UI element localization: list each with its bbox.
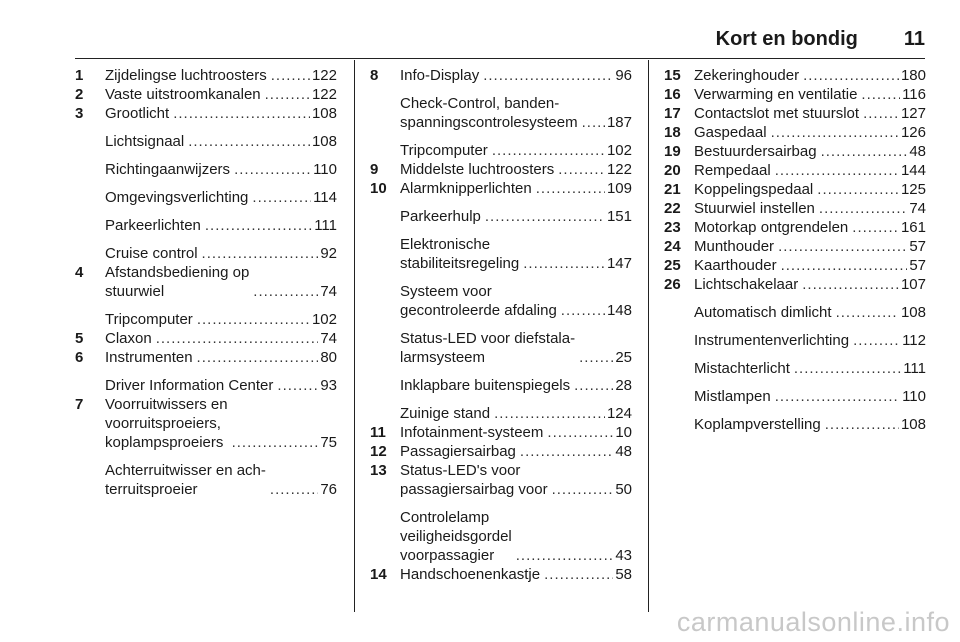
item-label: Claxon	[105, 330, 152, 347]
item-label: Mistachterlicht	[694, 360, 790, 377]
item-label: Automatisch dimlicht	[694, 304, 832, 321]
item-label: Koppelingspedaal	[694, 181, 814, 198]
item-label: Info-Display	[400, 67, 480, 84]
index-entry	[370, 141, 632, 160]
index-entry	[75, 216, 337, 235]
index-entry	[75, 160, 337, 179]
page-header	[75, 28, 925, 56]
page-reference: 144	[900, 162, 926, 179]
index-entry	[664, 66, 926, 85]
item-label: Grootlicht	[105, 105, 170, 122]
leader-dots	[520, 442, 613, 461]
page-reference: 161	[900, 219, 926, 236]
item-label: Vaste uitstroomkanalen	[105, 86, 261, 103]
page-reference: 114	[313, 189, 337, 206]
item-number: 2	[75, 86, 84, 103]
page-reference: 187	[606, 114, 632, 131]
leader-dots	[574, 376, 613, 395]
leader-dots	[234, 160, 311, 179]
item-number: 11	[370, 424, 386, 441]
leader-dots	[771, 123, 899, 142]
index-entry	[370, 404, 632, 423]
item-label: Voorruitwissers en voorruitsproeiers, koplampsproeiers	[105, 396, 228, 451]
index-entry	[75, 85, 337, 104]
page-reference: 10	[615, 424, 632, 441]
column-divider	[354, 60, 355, 612]
item-label: Gaspedaal	[694, 124, 767, 141]
index-entry	[75, 329, 337, 348]
index-entry	[370, 329, 632, 367]
page-reference: 102	[606, 142, 632, 159]
item-number: 21	[664, 181, 681, 198]
leader-dots	[852, 218, 899, 237]
leader-dots	[253, 282, 318, 301]
item-number: 22	[664, 200, 681, 217]
leader-dots	[547, 423, 613, 442]
leader-dots	[825, 415, 899, 434]
leader-dots	[781, 256, 908, 275]
page-reference: 58	[615, 566, 632, 583]
item-label: Infotainment-systeem	[400, 424, 544, 441]
index-entry	[664, 104, 926, 123]
page-reference: 28	[615, 377, 632, 394]
index-entry	[370, 94, 632, 132]
page-reference: 109	[606, 180, 632, 197]
page-reference: 124	[606, 405, 632, 422]
index-entry	[370, 461, 632, 499]
item-label: Zijdelingse luchtroosters	[105, 67, 267, 84]
item-number: 20	[664, 162, 681, 179]
index-entry	[370, 235, 632, 273]
index-entry	[664, 387, 926, 406]
section-title: Kort en bondig	[715, 28, 858, 50]
leader-dots	[561, 301, 605, 320]
page-reference: 50	[615, 481, 632, 498]
index-entry	[664, 237, 926, 256]
item-label: Stuurwiel instellen	[694, 200, 815, 217]
page-reference: 125	[900, 181, 926, 198]
item-label: Parkeerlichten	[105, 217, 201, 234]
index-entry	[75, 104, 337, 123]
page-reference: 111	[903, 360, 926, 377]
page-reference: 126	[900, 124, 926, 141]
item-label: Lichtschakelaar	[694, 276, 799, 293]
item-label: Lichtsignaal	[105, 133, 185, 150]
item-label: Driver Information Center	[105, 377, 274, 394]
leader-dots	[485, 207, 605, 226]
item-label: Controlelamp veiligheidsgordel voorpassagier	[400, 509, 512, 564]
page-reference: 74	[320, 283, 337, 300]
leader-dots	[853, 331, 900, 350]
item-label: Koplampverstelling	[694, 416, 821, 433]
leader-dots	[544, 565, 613, 584]
page-reference: 122	[311, 67, 337, 84]
leader-dots	[483, 66, 613, 85]
leader-dots	[803, 66, 899, 85]
leader-dots	[252, 188, 311, 207]
leader-dots	[558, 160, 605, 179]
leader-dots	[265, 85, 310, 104]
leader-dots	[863, 104, 899, 123]
index-entry	[664, 199, 926, 218]
leader-dots	[775, 161, 899, 180]
leader-dots	[232, 433, 319, 452]
item-label: Check-Control, banden- spanningscontrolesysteem	[400, 95, 578, 131]
page-reference: 92	[320, 245, 337, 262]
index-entry	[370, 179, 632, 198]
leader-dots	[819, 199, 907, 218]
index-entry	[75, 66, 337, 85]
item-label: Inklapbare buitenspiegels	[400, 377, 571, 394]
page-reference: 110	[313, 161, 337, 178]
index-entry	[664, 123, 926, 142]
page-reference: 108	[900, 416, 926, 433]
leader-dots	[205, 216, 312, 235]
index-entry	[370, 442, 632, 461]
page-reference: 122	[606, 161, 632, 178]
page-reference: 48	[615, 443, 632, 460]
item-number: 24	[664, 238, 681, 255]
index-entry	[370, 282, 632, 320]
page-reference: 75	[320, 434, 337, 451]
item-number: 7	[75, 396, 84, 413]
item-label: Zekeringhouder	[694, 67, 800, 84]
item-label: Tripcomputer	[105, 311, 193, 328]
item-number: 8	[370, 67, 379, 84]
page-reference: 108	[311, 133, 337, 150]
item-label: Mistlampen	[694, 388, 771, 405]
item-number: 23	[664, 219, 681, 236]
item-label: Verwarming en ventilatie	[694, 86, 858, 103]
item-number: 14	[370, 566, 387, 583]
item-label: Elektronische stabiliteitsregeling	[400, 236, 520, 272]
item-number: 4	[75, 264, 84, 281]
index-entry	[664, 331, 926, 350]
page-reference: 112	[902, 332, 926, 349]
page-reference: 43	[615, 547, 632, 564]
index-column-1	[75, 63, 337, 499]
item-number: 9	[370, 161, 379, 178]
item-number: 5	[75, 330, 84, 347]
page-reference: 148	[606, 302, 632, 319]
item-number: 26	[664, 276, 681, 293]
index-entry	[75, 244, 337, 263]
item-label: Parkeerhulp	[400, 208, 481, 225]
page-reference: 147	[606, 255, 632, 272]
item-number: 1	[75, 67, 84, 84]
item-label: Instrumenten	[105, 349, 193, 366]
watermark: carmanualsonline.info	[676, 607, 950, 637]
item-number: 6	[75, 349, 84, 366]
leader-dots	[156, 329, 319, 348]
item-label: Handschoenenkastje	[400, 566, 541, 583]
index-entry	[370, 160, 632, 179]
item-label: Alarmknipperlichten	[400, 180, 532, 197]
item-number: 16	[664, 86, 681, 103]
index-entry	[75, 395, 337, 452]
page-reference: 93	[320, 377, 337, 394]
index-entry	[664, 256, 926, 275]
leader-dots	[197, 348, 319, 367]
item-number: 17	[664, 105, 681, 122]
leader-dots	[821, 142, 908, 161]
page-reference: 48	[909, 143, 926, 160]
page-reference: 74	[320, 330, 337, 347]
index-entry	[370, 565, 632, 584]
page-reference: 107	[900, 276, 926, 293]
leader-dots	[523, 254, 605, 273]
page-reference: 180	[900, 67, 926, 84]
item-label: Achterruitwisser en ach- terruitsproeier	[105, 462, 266, 498]
leader-dots	[817, 180, 899, 199]
index-entry	[370, 66, 632, 85]
index-entry	[75, 132, 337, 151]
item-label: Cruise control	[105, 245, 198, 262]
header-rule	[75, 58, 925, 59]
item-label: Middelste luchtroosters	[400, 161, 555, 178]
leader-dots	[270, 480, 318, 499]
page-reference: 102	[311, 311, 337, 328]
index-entry	[664, 142, 926, 161]
item-number: 15	[664, 67, 681, 84]
page-reference: 80	[320, 349, 337, 366]
index-entry	[75, 310, 337, 329]
item-number: 18	[664, 124, 681, 141]
index-column-2	[370, 63, 632, 584]
page-reference: 151	[606, 208, 632, 225]
leader-dots	[494, 404, 605, 423]
item-number: 12	[370, 443, 387, 460]
column-divider	[648, 60, 649, 612]
leader-dots	[794, 359, 901, 378]
leader-dots	[197, 310, 310, 329]
leader-dots	[579, 348, 613, 367]
item-label: Richtingaanwijzers	[105, 161, 231, 178]
item-label: Systeem voor gecontroleerde afdaling	[400, 283, 557, 319]
index-entry	[370, 376, 632, 395]
page-reference: 57	[909, 257, 926, 274]
leader-dots	[202, 244, 319, 263]
page-reference: 110	[902, 388, 926, 405]
index-entry	[664, 218, 926, 237]
item-label: Status-LED voor diefstala- larmsysteem	[400, 330, 576, 366]
leader-dots	[516, 546, 614, 565]
leader-dots	[802, 275, 899, 294]
item-number: 13	[370, 462, 387, 479]
item-label: Rempedaal	[694, 162, 771, 179]
leader-dots	[778, 237, 907, 256]
leader-dots	[552, 480, 614, 499]
page-reference: 111	[314, 217, 337, 234]
leader-dots	[173, 104, 310, 123]
page-reference: 96	[615, 67, 632, 84]
index-entry	[664, 85, 926, 104]
item-label: Motorkap ontgrendelen	[694, 219, 849, 236]
item-number: 19	[664, 143, 681, 160]
index-entry	[75, 263, 337, 301]
index-entry	[75, 188, 337, 207]
leader-dots	[775, 387, 900, 406]
leader-dots	[271, 66, 310, 85]
page-reference: 74	[909, 200, 926, 217]
leader-dots	[536, 179, 605, 198]
item-label: Munthouder	[694, 238, 775, 255]
item-number: 25	[664, 257, 681, 274]
item-number: 10	[370, 180, 387, 197]
index-entry	[664, 303, 926, 322]
index-column-3	[664, 63, 926, 434]
leader-dots	[492, 141, 605, 160]
item-number: 3	[75, 105, 84, 122]
index-entry	[370, 207, 632, 226]
page-reference: 116	[902, 86, 926, 103]
index-entry	[664, 161, 926, 180]
item-label: Passagiersairbag	[400, 443, 516, 460]
page-reference: 57	[909, 238, 926, 255]
page-reference: 108	[900, 304, 926, 321]
index-entry	[664, 275, 926, 294]
index-entry	[370, 423, 632, 442]
item-label: Status-LED's voor passagiersairbag voor	[400, 462, 548, 498]
page-number: 11	[903, 28, 925, 50]
item-label: Omgevingsverlichting	[105, 189, 249, 206]
index-entry	[75, 376, 337, 395]
index-entry	[370, 508, 632, 565]
leader-dots	[277, 376, 318, 395]
item-label: Bestuurdersairbag	[694, 143, 817, 160]
page-reference: 127	[900, 105, 926, 122]
item-label: Zuinige stand	[400, 405, 491, 422]
page-reference: 108	[311, 105, 337, 122]
leader-dots	[582, 113, 605, 132]
page-reference: 25	[615, 349, 632, 366]
leader-dots	[188, 132, 310, 151]
index-entry	[664, 180, 926, 199]
item-label: Kaarthouder	[694, 257, 777, 274]
page-reference: 122	[311, 86, 337, 103]
index-entry	[664, 415, 926, 434]
page-reference: 76	[320, 481, 337, 498]
index-entry	[664, 359, 926, 378]
item-label: Afstandsbediening op stuurwiel	[105, 264, 250, 300]
index-entry	[75, 348, 337, 367]
leader-dots	[836, 303, 899, 322]
item-label: Tripcomputer	[400, 142, 488, 159]
index-entry	[75, 461, 337, 499]
item-label: Instrumentenverlichting	[694, 332, 850, 349]
item-label: Contactslot met stuurslot	[694, 105, 860, 122]
leader-dots	[861, 85, 900, 104]
